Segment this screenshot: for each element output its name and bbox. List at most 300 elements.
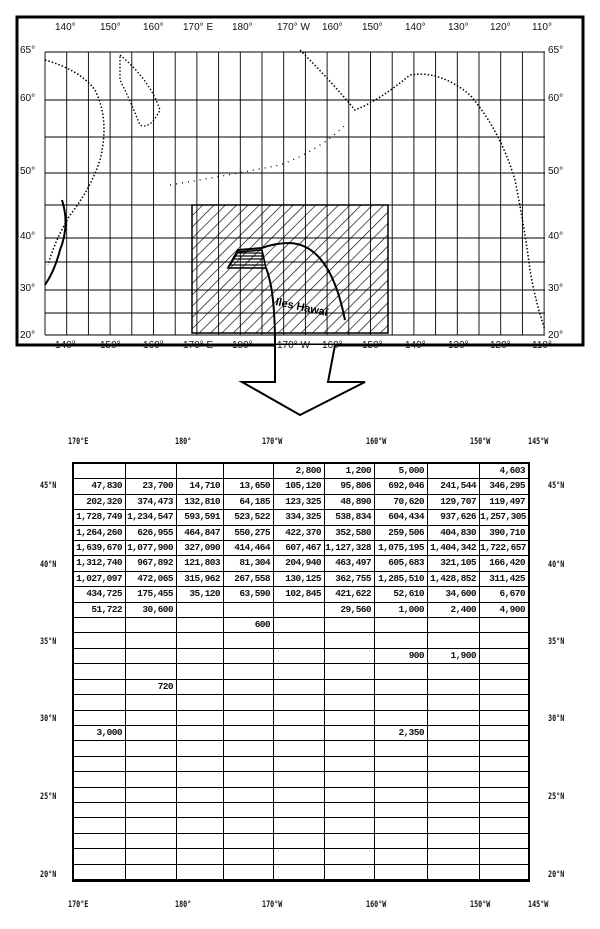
table-cell: 1,234,547 (126, 510, 177, 525)
table-cell (224, 849, 274, 864)
table-cell (224, 464, 274, 479)
table-cell (428, 741, 480, 756)
table-cell: 1,728,749 (74, 510, 126, 525)
table-lon-label-bottom: 170°E (68, 900, 89, 910)
table-cell (224, 664, 274, 679)
table-cell (224, 818, 274, 833)
table-cell: 593,591 (177, 510, 224, 525)
table-cell (325, 834, 375, 849)
map-lon-label-bottom: 160° (322, 340, 343, 351)
table-cell (325, 633, 375, 648)
table-cell (375, 772, 428, 787)
table-cell (274, 618, 325, 633)
table-cell (274, 680, 325, 695)
table-cell: 29,560 (325, 603, 375, 618)
table-cell: 362,755 (325, 572, 375, 587)
table-cell (126, 865, 177, 880)
map-lat-label-right: 50° (548, 166, 564, 177)
table-cell (480, 680, 528, 695)
map-lon-label-bottom: 110° (532, 340, 552, 351)
table-cell (480, 849, 528, 864)
table-lon-label-bottom: 170°W (262, 900, 283, 910)
table-cell (428, 757, 480, 772)
table-cell: 30,600 (126, 603, 177, 618)
table-cell: 34,600 (428, 587, 480, 602)
table-cell: 1,404,342 (428, 541, 480, 556)
table-cell (325, 865, 375, 880)
table-cell: 105,120 (274, 479, 325, 494)
table-cell (325, 803, 375, 818)
table-cell (375, 818, 428, 833)
map-lat-label-right: 30° (548, 283, 564, 294)
table-cell (177, 757, 224, 772)
table-cell (274, 726, 325, 741)
table-cell (74, 711, 126, 726)
table-cell (74, 865, 126, 880)
table-cell: 4,603 (480, 464, 528, 479)
table-cell: 5,000 (375, 464, 428, 479)
table-cell (224, 680, 274, 695)
table-cell (177, 664, 224, 679)
table-cell (74, 757, 126, 772)
table-cell (126, 849, 177, 864)
table-cell (177, 741, 224, 756)
table-cell (274, 849, 325, 864)
table-cell: 720 (126, 680, 177, 695)
map-lon-label-top: 160° (143, 22, 164, 33)
map-lon-label-top: 170° E (183, 22, 214, 33)
table-cell (375, 788, 428, 803)
table-cell (428, 803, 480, 818)
table-cell: 550,275 (224, 526, 274, 541)
table-cell (325, 711, 375, 726)
table-cell (274, 818, 325, 833)
table-cell (74, 464, 126, 479)
table-cell (375, 741, 428, 756)
table-cell (177, 772, 224, 787)
table-cell: 1,127,328 (325, 541, 375, 556)
table-cell (480, 726, 528, 741)
table-cell: 390,710 (480, 526, 528, 541)
table-cell (126, 664, 177, 679)
table-cell: 315,962 (177, 572, 224, 587)
study-area (192, 205, 388, 333)
table-cell: 1,264,260 (74, 526, 126, 541)
table-cell (177, 680, 224, 695)
table-cell (224, 757, 274, 772)
table-cell (274, 603, 325, 618)
table-cell (74, 618, 126, 633)
table-lon-label-top: 160°W (366, 437, 387, 447)
table-cell (274, 772, 325, 787)
table-cell (177, 464, 224, 479)
table-cell (375, 618, 428, 633)
table-cell: 123,325 (274, 495, 325, 510)
table-cell (480, 834, 528, 849)
table-cell: 70,620 (375, 495, 428, 510)
table-cell (126, 618, 177, 633)
table-cell: 414,464 (224, 541, 274, 556)
map-lon-label-top: 110° (532, 22, 552, 33)
table-cell: 130,125 (274, 572, 325, 587)
catch-table (72, 462, 530, 882)
table-cell (74, 649, 126, 664)
table-cell: 464,847 (177, 526, 224, 541)
table-cell (224, 772, 274, 787)
map-lat-label-left: 30° (20, 283, 36, 294)
map-lon-label-bottom: 150° (362, 340, 383, 351)
table-cell: 267,558 (224, 572, 274, 587)
table-lon-label-bottom: 150°W (470, 900, 491, 910)
table-cell: 523,522 (224, 510, 274, 525)
table-cell (177, 788, 224, 803)
table-cell: 1,722,657 (480, 541, 528, 556)
table-cell (375, 849, 428, 864)
table-cell: 23,700 (126, 479, 177, 494)
table-cell: 352,580 (325, 526, 375, 541)
table-lat-label-right: 45°N (548, 481, 565, 491)
table-cell (480, 772, 528, 787)
table-cell: 422,370 (274, 526, 325, 541)
table-cell (274, 711, 325, 726)
table-cell (428, 618, 480, 633)
table-cell (224, 834, 274, 849)
table-cell: 600 (224, 618, 274, 633)
map-lat-label-left: 50° (20, 166, 36, 177)
table-lon-label-bottom: 145°W (528, 900, 549, 910)
table-lat-label-right: 40°N (548, 560, 565, 570)
table-cell (274, 757, 325, 772)
table-cell (74, 664, 126, 679)
table-cell: 121,803 (177, 556, 224, 571)
table-cell (325, 757, 375, 772)
table-cell: 1,285,510 (375, 572, 428, 587)
table-cell (428, 788, 480, 803)
map-lon-label-bottom: 160° (143, 340, 164, 351)
table-cell (375, 695, 428, 710)
table-cell (480, 664, 528, 679)
map-lon-label-top: 130° (448, 22, 469, 33)
table-cell (126, 741, 177, 756)
table-cell (325, 649, 375, 664)
table-cell (126, 464, 177, 479)
table-cell: 1,000 (375, 603, 428, 618)
table-cell: 937,626 (428, 510, 480, 525)
map-lon-label-top: 140° (55, 22, 76, 33)
table-cell (375, 865, 428, 880)
map-lon-label-bottom: 120° (490, 340, 511, 351)
table-cell: 47,830 (74, 479, 126, 494)
table-lon-label-top: 170°E (68, 437, 89, 447)
table-cell: 204,940 (274, 556, 325, 571)
table-cell (177, 834, 224, 849)
table-cell (274, 788, 325, 803)
map-lon-label-top: 180° (232, 22, 253, 33)
table-cell (428, 849, 480, 864)
table-cell (428, 818, 480, 833)
table-cell (480, 649, 528, 664)
table-lon-label-top: 150°W (470, 437, 491, 447)
table-cell (274, 649, 325, 664)
table-lon-label-bottom: 180° (175, 900, 192, 910)
table-cell (224, 803, 274, 818)
table-cell (375, 633, 428, 648)
table-cell (428, 633, 480, 648)
table-cell (74, 695, 126, 710)
table-cell (480, 788, 528, 803)
table-cell (274, 865, 325, 880)
table-cell (177, 649, 224, 664)
table-cell (375, 680, 428, 695)
table-cell (325, 726, 375, 741)
table-cell (74, 772, 126, 787)
table-cell: 1,900 (428, 649, 480, 664)
map-lon-label-bottom: 180° (232, 340, 253, 351)
map-lon-label-top: 150° (362, 22, 383, 33)
table-cell: 132,810 (177, 495, 224, 510)
table-cell (177, 849, 224, 864)
table-cell: 63,590 (224, 587, 274, 602)
table-lat-label-right: 35°N (548, 637, 565, 647)
table-cell (325, 695, 375, 710)
table-cell: 259,506 (375, 526, 428, 541)
table-cell: 166,420 (480, 556, 528, 571)
table-cell (428, 664, 480, 679)
table-cell (177, 603, 224, 618)
table-cell: 900 (375, 649, 428, 664)
table-cell: 13,650 (224, 479, 274, 494)
table-cell (375, 834, 428, 849)
table-cell (224, 649, 274, 664)
table-cell: 607,467 (274, 541, 325, 556)
table-lat-label-right: 20°N (548, 870, 565, 880)
map-lon-label-top: 160° (322, 22, 343, 33)
table-cell (480, 695, 528, 710)
table-lat-label-right: 25°N (548, 792, 565, 802)
table-cell (74, 741, 126, 756)
table-cell (325, 680, 375, 695)
map-lon-label-bottom: 140° (405, 340, 426, 351)
map-lat-label-right: 60° (548, 93, 564, 104)
table-cell: 129,707 (428, 495, 480, 510)
table-cell (224, 726, 274, 741)
map-lat-label-left: 20° (20, 330, 36, 341)
table-cell (325, 849, 375, 864)
table-cell: 95,806 (325, 479, 375, 494)
table-cell (428, 695, 480, 710)
map-lon-label-bottom: 140° (55, 340, 76, 351)
table-cell (375, 664, 428, 679)
table-cell (126, 803, 177, 818)
table-lat-label-left: 20°N (40, 870, 57, 880)
table-cell (74, 834, 126, 849)
table-cell: 626,955 (126, 526, 177, 541)
table-cell (428, 711, 480, 726)
table-cell (177, 726, 224, 741)
table-cell (177, 695, 224, 710)
table-cell: 463,497 (325, 556, 375, 571)
table-cell (177, 618, 224, 633)
table-cell (274, 803, 325, 818)
table-cell: 64,185 (224, 495, 274, 510)
table-cell: 6,670 (480, 587, 528, 602)
table-cell (74, 849, 126, 864)
map-lon-label-top: 140° (405, 22, 426, 33)
table-cell (274, 695, 325, 710)
table-cell (375, 711, 428, 726)
table-cell: 35,120 (177, 587, 224, 602)
table-cell (325, 788, 375, 803)
table-cell: 604,434 (375, 510, 428, 525)
table-cell: 1,077,900 (126, 541, 177, 556)
map-lon-label-bottom: 150° (100, 340, 121, 351)
table-cell (224, 695, 274, 710)
table-cell (74, 803, 126, 818)
region-label: Iles Hawaï (274, 296, 329, 319)
table-cell (480, 865, 528, 880)
table-cell (126, 649, 177, 664)
map-lon-label-top: 150° (100, 22, 121, 33)
table-cell (480, 711, 528, 726)
map-lat-label-left: 60° (20, 93, 36, 104)
table-cell: 404,830 (428, 526, 480, 541)
table-lon-label-top: 145°W (528, 437, 549, 447)
table-cell (177, 803, 224, 818)
table-lat-label-left: 45°N (40, 481, 57, 491)
table-cell (126, 834, 177, 849)
table-cell (274, 664, 325, 679)
table-cell (177, 711, 224, 726)
table-cell (126, 695, 177, 710)
table-cell: 1,200 (325, 464, 375, 479)
table-cell (325, 664, 375, 679)
table-cell (428, 834, 480, 849)
table-cell (126, 633, 177, 648)
table-cell: 311,425 (480, 572, 528, 587)
table-lon-label-bottom: 160°W (366, 900, 387, 910)
table-cell: 692,046 (375, 479, 428, 494)
table-cell: 175,455 (126, 587, 177, 602)
table-cell: 1,075,195 (375, 541, 428, 556)
table-cell: 327,090 (177, 541, 224, 556)
table-cell (224, 788, 274, 803)
table-cell (74, 680, 126, 695)
pacific-map (0, 0, 600, 430)
table-cell: 346,295 (480, 479, 528, 494)
table-lat-label-left: 30°N (40, 714, 57, 724)
table-cell: 538,834 (325, 510, 375, 525)
table-cell (74, 788, 126, 803)
table-cell (274, 741, 325, 756)
table-cell (480, 741, 528, 756)
table-cell: 48,890 (325, 495, 375, 510)
table-cell: 2,350 (375, 726, 428, 741)
table-cell (480, 818, 528, 833)
table-cell: 1,428,852 (428, 572, 480, 587)
table-cell (375, 757, 428, 772)
table-cell (224, 741, 274, 756)
table-cell: 605,683 (375, 556, 428, 571)
table-cell (177, 633, 224, 648)
table-cell (224, 711, 274, 726)
table-cell: 1,312,740 (74, 556, 126, 571)
arrow-down-icon (242, 345, 365, 415)
table-cell: 321,105 (428, 556, 480, 571)
table-cell (126, 711, 177, 726)
table-cell (325, 772, 375, 787)
table-cell (428, 772, 480, 787)
table-cell: 334,325 (274, 510, 325, 525)
table-cell: 2,800 (274, 464, 325, 479)
table-cell: 202,320 (74, 495, 126, 510)
table-cell (224, 633, 274, 648)
table-cell (480, 757, 528, 772)
map-lon-label-top: 170° W (277, 22, 310, 33)
table-cell: 14,710 (177, 479, 224, 494)
table-cell: 434,725 (74, 587, 126, 602)
table-cell: 119,497 (480, 495, 528, 510)
table-lat-label-left: 35°N (40, 637, 57, 647)
table-cell (74, 633, 126, 648)
table-cell: 2,400 (428, 603, 480, 618)
table-cell: 52,610 (375, 587, 428, 602)
table-cell (177, 818, 224, 833)
table-cell: 374,473 (126, 495, 177, 510)
table-cell: 102,845 (274, 587, 325, 602)
table-cell: 1,639,670 (74, 541, 126, 556)
table-lon-label-top: 180° (175, 437, 192, 447)
table-cell (224, 865, 274, 880)
table-cell: 241,544 (428, 479, 480, 494)
table-lat-label-left: 25°N (40, 792, 57, 802)
table-cell (126, 726, 177, 741)
table-cell: 81,304 (224, 556, 274, 571)
table-cell: 1,027,097 (74, 572, 126, 587)
map-lon-label-bottom: 170° W (277, 340, 310, 351)
table-cell (428, 726, 480, 741)
table-lat-label-left: 40°N (40, 560, 57, 570)
map-lon-label-bottom: 130° (448, 340, 469, 351)
table-lat-label-right: 30°N (548, 714, 565, 724)
table-cell (126, 757, 177, 772)
table-cell (224, 603, 274, 618)
table-cell (325, 741, 375, 756)
table-cell (274, 633, 325, 648)
table-cell (126, 788, 177, 803)
map-lat-label-left: 40° (20, 231, 36, 242)
table-cell (177, 865, 224, 880)
table-cell (126, 772, 177, 787)
map-lon-label-top: 120° (490, 22, 511, 33)
table-cell: 51,722 (74, 603, 126, 618)
table-cell: 4,900 (480, 603, 528, 618)
map-lat-label-right: 20° (548, 330, 564, 341)
table-cell (428, 680, 480, 695)
map-lat-label-right: 65° (548, 45, 564, 56)
table-cell (274, 834, 325, 849)
table-cell (74, 818, 126, 833)
table-cell: 967,892 (126, 556, 177, 571)
table-cell (480, 633, 528, 648)
map-lon-label-bottom: 170° E (183, 340, 214, 351)
table-cell (480, 803, 528, 818)
table-cell (325, 618, 375, 633)
table-cell: 421,622 (325, 587, 375, 602)
table-cell (126, 818, 177, 833)
table-cell (428, 865, 480, 880)
map-lat-label-right: 40° (548, 231, 564, 242)
table-cell (325, 818, 375, 833)
